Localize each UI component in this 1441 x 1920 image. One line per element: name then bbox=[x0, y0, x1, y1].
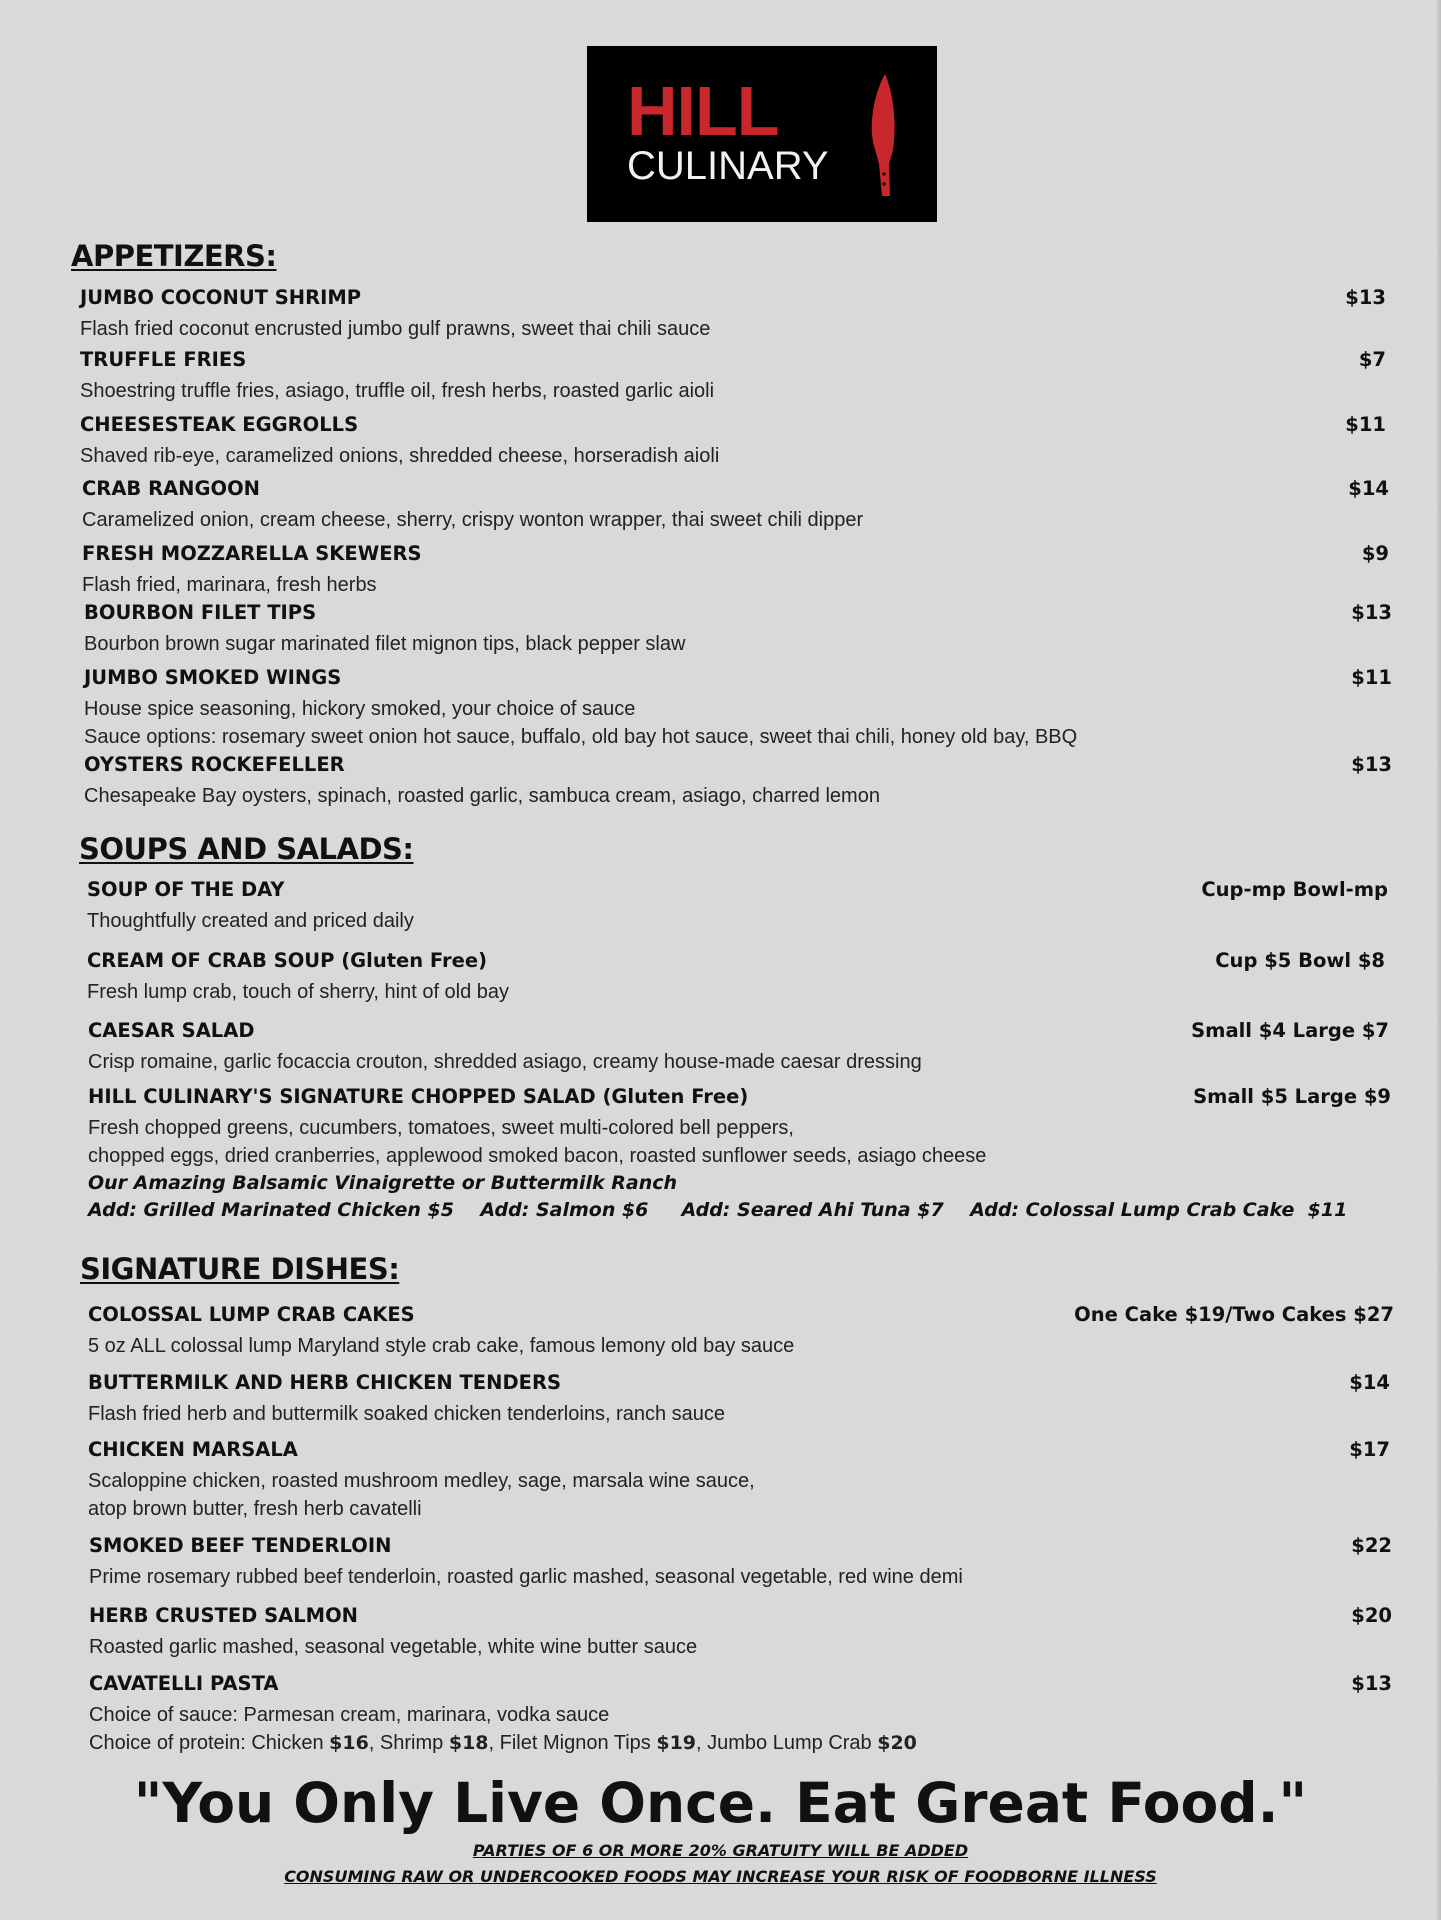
item-description: Prime rosemary rubbed beef tenderloin, roasted garlic mashed, seasonal vegetable, red wine demi bbox=[89, 1566, 963, 1588]
food-safety-notice: CONSUMING RAW OR UNDERCOOKED FOODS MAY INCREASE YOUR RISK OF FOODBORNE ILLNESS bbox=[284, 1867, 1157, 1886]
item-price: $13 bbox=[1351, 753, 1392, 776]
item-description: atop brown butter, fresh herb cavatelli bbox=[88, 1498, 422, 1520]
protein-price: $16 bbox=[329, 1732, 369, 1754]
menu-item bbox=[88, 1021, 1388, 1076]
item-name: JUMBO SMOKED WINGS bbox=[84, 666, 342, 689]
item-description: Fresh lump crab, touch of sherry, hint of old bay bbox=[87, 981, 510, 1003]
tagline: "You Only Live Once. Eat Great Food." bbox=[133, 1771, 1308, 1835]
item-description: Fresh chopped greens, cucumbers, tomatoes, sweet multi-colored bell peppers, bbox=[88, 1117, 794, 1139]
item-price: Small $4 Large $7 bbox=[1191, 1019, 1389, 1042]
item-price: $17 bbox=[1349, 1438, 1390, 1461]
item-description: Flash fried, marinara, fresh herbs bbox=[82, 574, 377, 596]
protein-prefix: Choice of protein: Chicken bbox=[89, 1732, 330, 1754]
menu-item bbox=[88, 1440, 1388, 1523]
item-name: CHICKEN MARSALA bbox=[88, 1438, 298, 1461]
menu-item bbox=[82, 477, 1389, 534]
item-name: SMOKED BEEF TENDERLOIN bbox=[89, 1534, 392, 1557]
menu-item bbox=[80, 348, 1386, 405]
item-description: Flash fried coconut encrusted jumbo gulf prawns, sweet thai chili sauce bbox=[80, 318, 711, 340]
item-price: $14 bbox=[1349, 1371, 1390, 1394]
protein-price: $20 bbox=[877, 1732, 917, 1754]
item-price: One Cake $19/Two Cakes $27 bbox=[1074, 1303, 1394, 1326]
item-description: Sauce options: rosemary sweet onion hot sauce, buffalo, old bay hot sauce, sweet thai chili, honey old bay, BBQ bbox=[84, 726, 1078, 748]
menu-item bbox=[87, 951, 1387, 1006]
item-name: FRESH MOZZARELLA SKEWERS bbox=[82, 542, 422, 565]
item-name: HILL CULINARY'S SIGNATURE CHOPPED SALAD (Gluten Free) bbox=[88, 1085, 749, 1108]
item-name: COLOSSAL LUMP CRAB CAKES bbox=[88, 1303, 415, 1326]
menu-item bbox=[87, 880, 1387, 935]
item-description: Shaved rib-eye, caramelized onions, shredded cheese, horseradish aioli bbox=[80, 445, 720, 467]
item-price: $14 bbox=[1348, 477, 1389, 500]
page-edge bbox=[1437, 0, 1441, 1920]
dressing-options: Our Amazing Balsamic Vinaigrette or Buttermilk Ranch bbox=[88, 1172, 678, 1194]
item-description: Flash fried herb and buttermilk soaked chicken tenderloins, ranch sauce bbox=[88, 1403, 726, 1425]
item-price: $20 bbox=[1351, 1604, 1392, 1627]
protein-sep: , Shrimp bbox=[368, 1732, 449, 1754]
item-description: chopped eggs, dried cranberries, applewood smoked bacon, roasted sunflower seeds, asiago cheese bbox=[88, 1145, 987, 1167]
knife-icon bbox=[863, 72, 899, 198]
menu-item bbox=[84, 753, 1392, 810]
item-price: $13 bbox=[1351, 601, 1392, 624]
protein-sep: , Filet Mignon Tips bbox=[488, 1732, 657, 1754]
menu-item bbox=[84, 601, 1392, 658]
soups-salads-heading: SOUPS AND SALADS: bbox=[79, 832, 414, 866]
item-description: Choice of sauce: Parmesan cream, marinara, vodka sauce bbox=[89, 1704, 610, 1726]
item-price: $13 bbox=[1345, 286, 1386, 309]
item-name: JUMBO COCONUT SHRIMP bbox=[80, 286, 362, 309]
menu-item bbox=[89, 1534, 1392, 1591]
hill-culinary-logo bbox=[587, 46, 937, 222]
menu-item bbox=[88, 1373, 1388, 1428]
menu-item bbox=[88, 1085, 1391, 1224]
item-name: TRUFFLE FRIES bbox=[80, 348, 247, 371]
item-name: BUTTERMILK AND HERB CHICKEN TENDERS bbox=[88, 1371, 562, 1394]
item-price: $7 bbox=[1358, 348, 1386, 371]
item-description: Shoestring truffle fries, asiago, truffle oil, fresh herbs, roasted garlic aioli bbox=[80, 380, 715, 402]
signature-dishes-heading: SIGNATURE DISHES: bbox=[80, 1252, 400, 1286]
menu-item bbox=[89, 1672, 1392, 1757]
item-price: $11 bbox=[1351, 666, 1392, 689]
item-description: House spice seasoning, hickory smoked, your choice of sauce bbox=[84, 698, 636, 720]
item-name: CHEESESTEAK EGGROLLS bbox=[80, 413, 359, 436]
item-name: BOURBON FILET TIPS bbox=[84, 601, 317, 624]
gratuity-notice: PARTIES OF 6 OR MORE 20% GRATUITY WILL BE ADDED bbox=[472, 1841, 969, 1860]
item-name: OYSTERS ROCKEFELLER bbox=[84, 753, 345, 776]
item-price: $13 bbox=[1351, 1672, 1392, 1695]
item-name: SOUP OF THE DAY bbox=[87, 878, 285, 901]
menu-item bbox=[89, 1604, 1392, 1661]
menu-item bbox=[84, 666, 1392, 751]
item-description: Scaloppine chicken, roasted mushroom medley, sage, marsala wine sauce, bbox=[88, 1470, 755, 1492]
item-price: $22 bbox=[1351, 1534, 1392, 1557]
menu-item bbox=[80, 413, 1386, 470]
item-name: CREAM OF CRAB SOUP (Gluten Free) bbox=[87, 949, 487, 972]
logo-culinary-text: CULINARY bbox=[627, 144, 829, 188]
item-description: 5 oz ALL colossal lump Maryland style crab cake, famous lemony old bay sauce bbox=[88, 1335, 795, 1357]
item-price: Cup-mp Bowl-mp bbox=[1201, 878, 1388, 901]
item-price: Cup $5 Bowl $8 bbox=[1215, 949, 1385, 972]
appetizers-heading: APPETIZERS: bbox=[71, 239, 277, 273]
item-description: Caramelized onion, cream cheese, sherry, crispy wonton wrapper, thai sweet chili dipper bbox=[82, 509, 864, 531]
item-description: Bourbon brown sugar marinated filet mignon tips, black pepper slaw bbox=[84, 633, 686, 655]
item-price: $11 bbox=[1345, 413, 1386, 436]
item-description: Thoughtfully created and priced daily bbox=[87, 910, 414, 932]
logo-hill-text: HILL bbox=[627, 72, 779, 150]
item-name: CAESAR SALAD bbox=[88, 1019, 255, 1042]
item-name: HERB CRUSTED SALMON bbox=[89, 1604, 358, 1627]
item-price: Small $5 Large $9 bbox=[1193, 1085, 1391, 1108]
item-name: CRAB RANGOON bbox=[82, 477, 260, 500]
item-name: CAVATELLI PASTA bbox=[89, 1672, 279, 1695]
protein-options bbox=[89, 1729, 1389, 1757]
item-description: Crisp romaine, garlic focaccia crouton, shredded asiago, creamy house-made caesar dressing bbox=[88, 1051, 922, 1073]
menu-item bbox=[82, 542, 1389, 599]
protein-sep: , Jumbo Lump Crab bbox=[696, 1732, 878, 1754]
protein-price: $19 bbox=[656, 1732, 697, 1754]
menu-item bbox=[88, 1303, 1394, 1360]
item-price: $9 bbox=[1361, 542, 1389, 565]
protein-price: $18 bbox=[448, 1732, 489, 1754]
item-description: Roasted garlic mashed, seasonal vegetable, white wine butter sauce bbox=[89, 1636, 698, 1658]
item-description: Chesapeake Bay oysters, spinach, roasted garlic, sambuca cream, asiago, charred lemon bbox=[84, 785, 880, 807]
salad-addons: Add: Grilled Marinated Chicken $5 Add: Salmon $6 Add: Seared Ahi Tuna $7 Add: Colossal Lump Crab Cake $11 bbox=[88, 1199, 1348, 1221]
menu-item bbox=[80, 286, 1386, 343]
